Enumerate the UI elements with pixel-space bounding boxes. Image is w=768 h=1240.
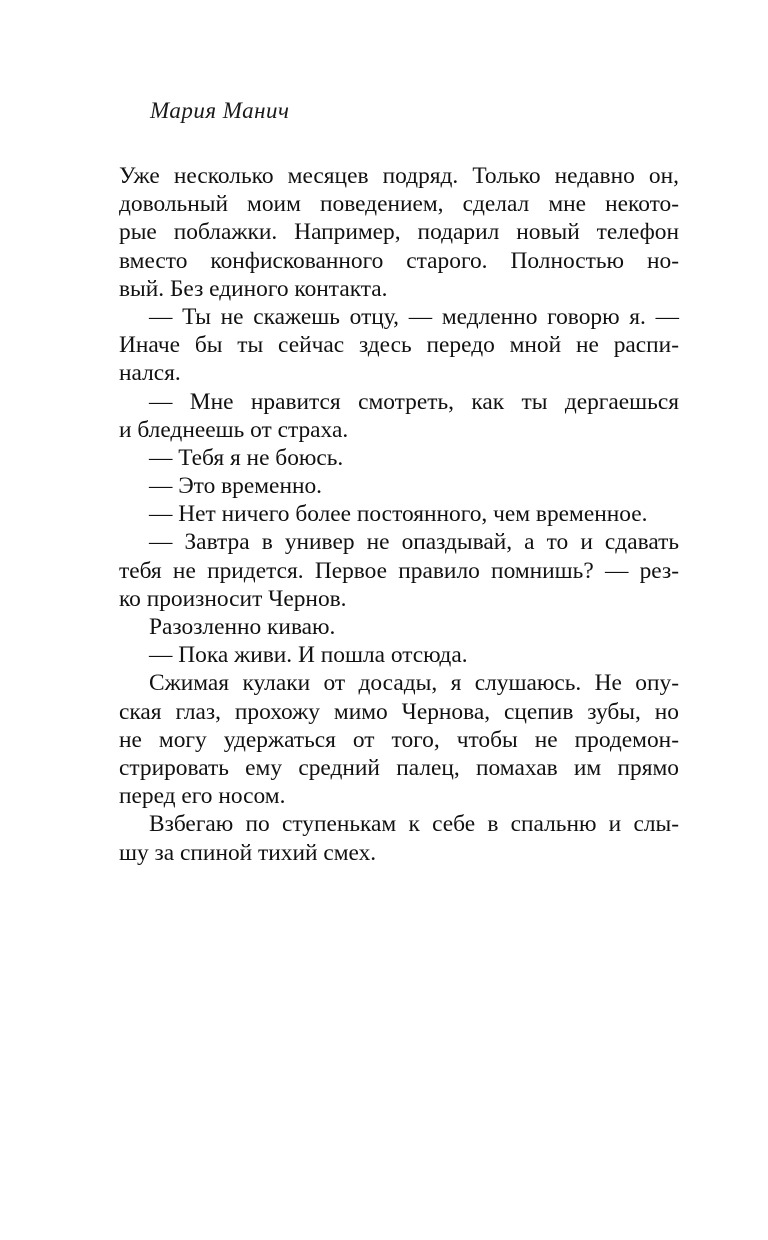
text-line: Иначе бы ты сейчас здесь передо мной не распи-	[119, 332, 679, 359]
text-line: тебя не придется. Первое правило помнишь? — рез-	[119, 557, 679, 584]
text-line: вместо конфискованного старого. Полностью но-	[119, 247, 679, 274]
text-line: — Нет ничего более постоянного, чем временное.	[149, 501, 648, 528]
text-line: не могу удержаться от того, чтобы не продемон-	[119, 726, 679, 753]
text-line: Сжимая кулаки от досады, я слушаюсь. Не опу-	[149, 670, 679, 697]
text-line: — Мне нравится смотреть, как ты дергаешься	[149, 388, 679, 415]
text-line: перед его носом.	[119, 783, 286, 810]
text-line: — Пока живи. И пошла отсюда.	[149, 642, 468, 669]
text-line: нался.	[119, 360, 181, 387]
text-line: рые поблажки. Например, подарил новый телефон	[119, 219, 679, 246]
text-line: — Ты не скажешь отцу, — медленно говорю я. —	[149, 303, 679, 330]
text-line: — Завтра в универ не опаздывай, а то и сдавать	[149, 529, 679, 556]
text-line: ко произносит Чернов.	[119, 585, 347, 612]
text-line: шу за спиной тихий смех.	[119, 839, 377, 866]
text-line: — Это временно.	[149, 473, 323, 500]
text-line: вый. Без единого контакта.	[119, 275, 388, 302]
text-line: Взбегаю по ступенькам к себе в спальню и слы-	[149, 811, 679, 838]
text-line: — Тебя я не боюсь.	[149, 444, 344, 471]
body-text	[119, 162, 679, 867]
text-line: Уже несколько месяцев подряд. Только недавно он,	[119, 163, 679, 189]
running-header-author: Мария Манич	[150, 98, 290, 123]
text-line: и бледнеешь от страха.	[119, 416, 349, 443]
text-line: стрировать ему средний палец, помахав им прямо	[119, 754, 679, 781]
text-line: довольный моим поведением, сделал мне некото-	[119, 191, 679, 218]
text-line: ская глаз, прохожу мимо Чернова, сцепив зубы, но	[119, 698, 679, 725]
text-line: Разозленно киваю.	[149, 614, 336, 640]
